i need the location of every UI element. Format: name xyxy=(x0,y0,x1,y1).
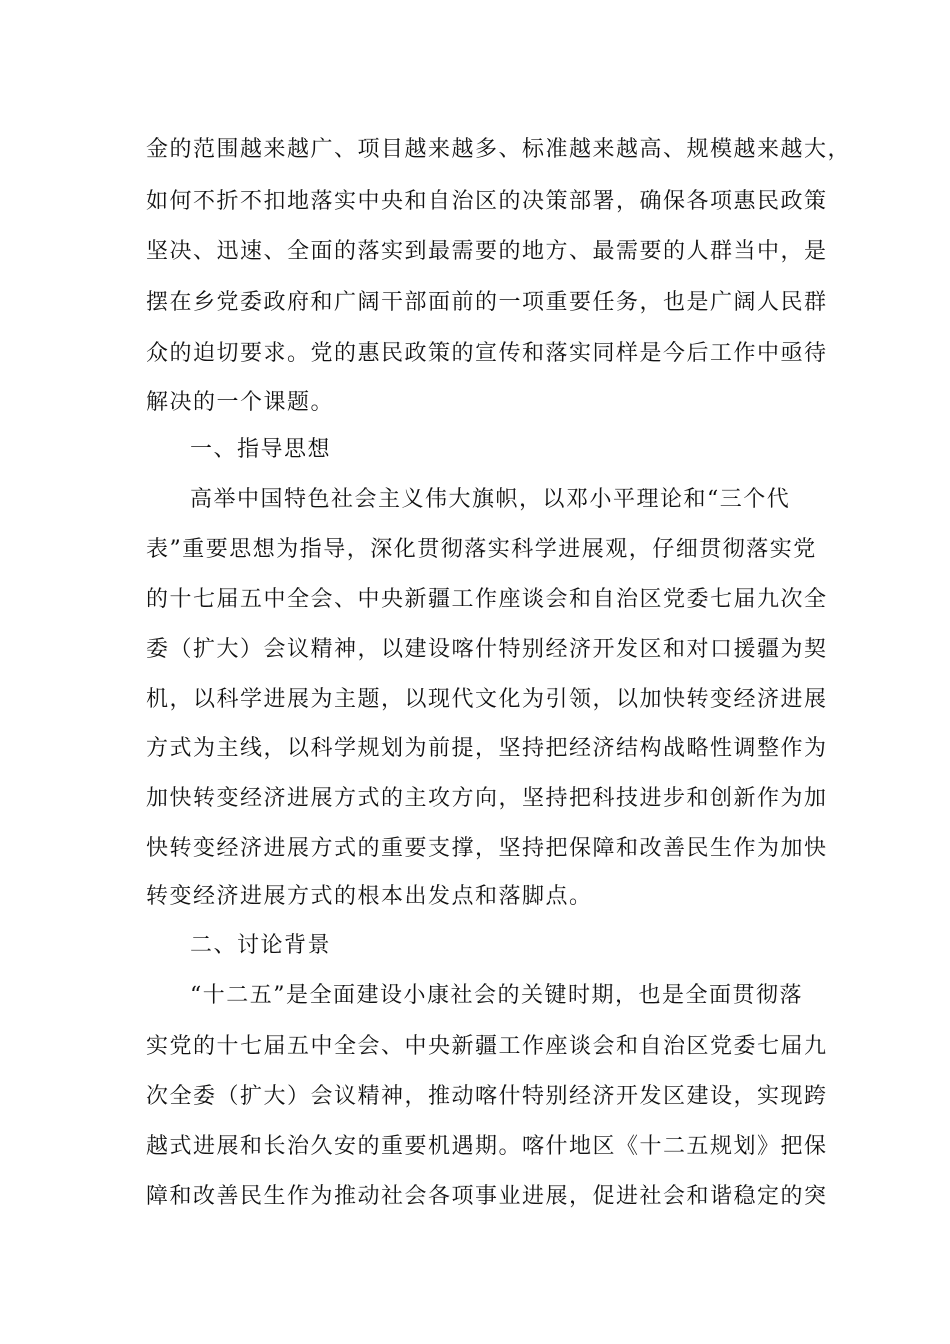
body-text-line: 方式为主线，以科学规划为前提，坚持把经济结构战略性调整作为 xyxy=(146,736,828,761)
body-text-line: 机，以科学进展为主题，以现代文化为引领，以加快转变经济进展 xyxy=(146,687,828,712)
body-text-line: 众的迫切要求。党的惠民政策的宣传和落实同样是今后工作中亟待 xyxy=(146,341,828,366)
body-text-line: 解决的一个课题。 xyxy=(146,390,335,415)
body-text-line: 金的范围越来越广、项目越来越多、标准越来越高、规模越来越大， xyxy=(146,137,852,162)
body-text-line: 越式进展和长治久安的重要机遇期。喀什地区《十二五规划》把保 xyxy=(146,1134,828,1159)
body-text-line: 如何不折不扣地落实中央和自治区的决策部署，确保各项惠民政策 xyxy=(146,189,828,214)
body-text-line: 坚决、迅速、全面的落实到最需要的地方、最需要的人群当中，是 xyxy=(146,239,828,264)
section-heading-guiding-ideology: 一、指导思想 xyxy=(190,437,332,462)
body-text-line: 高举中国特色社会主义伟大旗帜，以邓小平理论和“三个代 xyxy=(190,487,791,512)
body-text-line: 实党的十七届五中全会、中央新疆工作座谈会和自治区党委七届九 xyxy=(146,1034,828,1059)
body-text-line: 快转变经济进展方式的重要支撑，坚持把保障和改善民生作为加快 xyxy=(146,836,828,861)
body-text-line: 的十七届五中全会、中央新疆工作座谈会和自治区党委七届九次全 xyxy=(146,587,828,612)
body-text-line: 加快转变经济进展方式的主攻方向，坚持把科技进步和创新作为加 xyxy=(146,786,828,811)
body-text-line: 障和改善民生作为推动社会各项事业进展，促进社会和谐稳定的突 xyxy=(146,1184,828,1209)
body-text-line: 摆在乡党委政府和广阔干部面前的一项重要任务，也是广阔人民群 xyxy=(146,290,828,315)
body-text-line: 次全委（扩大）会议精神，推动喀什特别经济开发区建设，实现跨 xyxy=(146,1084,828,1109)
body-text-line: 转变经济进展方式的根本出发点和落脚点。 xyxy=(146,884,593,909)
body-text-line: “十二五”是全面建设小康社会的关键时期，也是全面贯彻落 xyxy=(190,983,803,1008)
section-heading-research-background: 二、讨论背景 xyxy=(190,933,332,958)
body-text-line: 表”重要思想为指导，深化贯彻落实科学进展观，仔细贯彻落实党 xyxy=(146,537,817,562)
body-text-line: 委（扩大）会议精神，以建设喀什特别经济开发区和对口援疆为契 xyxy=(146,637,828,662)
